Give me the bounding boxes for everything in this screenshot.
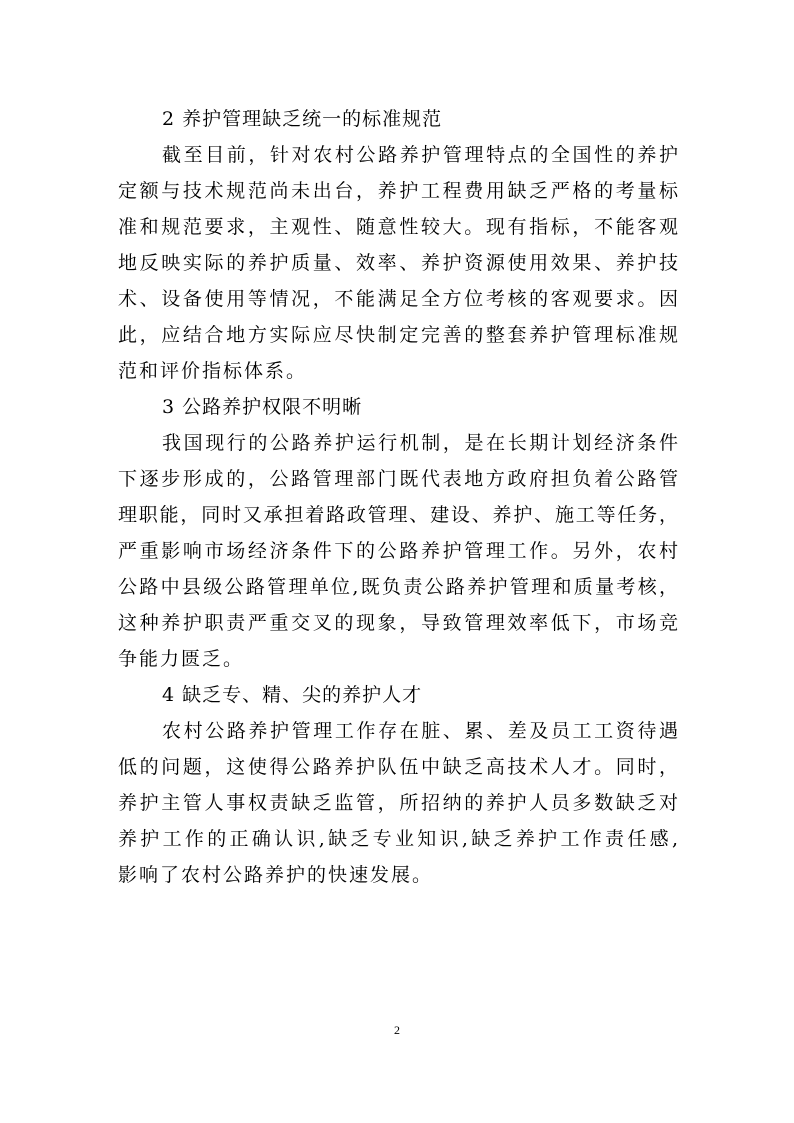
paragraph-line: 地反映实际的养护质量、效率、养护资源使用效果、养护技 [118,252,678,274]
section-paragraph-3 [118,425,678,677]
paragraph-line: 理职能，同时又承担着路政管理、建设、养护、施工等任务， [118,504,678,526]
paragraph-line: 影响了农村公路养护的快速发展。 [118,864,434,886]
paragraph-line: 养护工作的正确认识,缺乏专业知识,缺乏养护工作责任感, [118,828,678,850]
paragraph-line: 下逐步形成的，公路管理部门既代表地方政府担负着公路管 [118,468,678,490]
paragraph-line: 定额与技术规范尚未出台，养护工程费用缺乏严格的考量标 [118,180,678,202]
paragraph-line: 准和规范要求，主观性、随意性较大。现有指标，不能客观 [118,216,678,238]
section-paragraph-4 [118,713,678,893]
section-paragraph-2 [118,137,678,389]
document-body [118,101,678,893]
section-heading-2: 2 养护管理缺乏统一的标准规范 [162,108,443,130]
paragraph-line: 这种养护职责严重交叉的现象，导致管理效率低下，市场竞 [118,612,678,634]
section-heading-3: 3 公路养护权限不明晰 [162,396,363,418]
section-heading-4: 4 缺乏专、精、尖的养护人才 [162,684,423,706]
paragraph-line: 农村公路养护管理工作存在脏、累、差及员工工资待遇 [162,720,678,742]
paragraph-line: 术、设备使用等情况，不能满足全方位考核的客观要求。因 [118,288,678,310]
page-number: 2 [394,1023,400,1037]
paragraph-line: 公路中县级公路管理单位,既负责公路养护管理和质量考核， [118,576,678,598]
paragraph-line: 截至目前，针对农村公路养护管理特点的全国性的养护 [162,144,678,166]
paragraph-line: 严重影响市场经济条件下的公路养护管理工作。另外，农村 [118,540,678,562]
paragraph-line: 我国现行的公路养护运行机制，是在长期计划经济条件 [162,432,678,454]
paragraph-line: 此，应结合地方实际应尽快制定完善的整套养护管理标准规 [118,324,678,346]
paragraph-line: 低的问题，这使得公路养护队伍中缺乏高技术人才。同时， [118,756,678,778]
paragraph-line: 争能力匮乏。 [118,648,245,670]
paragraph-line: 范和评价指标体系。 [118,360,308,382]
paragraph-line: 养护主管人事权责缺乏监管，所招纳的养护人员多数缺乏对 [118,792,678,814]
